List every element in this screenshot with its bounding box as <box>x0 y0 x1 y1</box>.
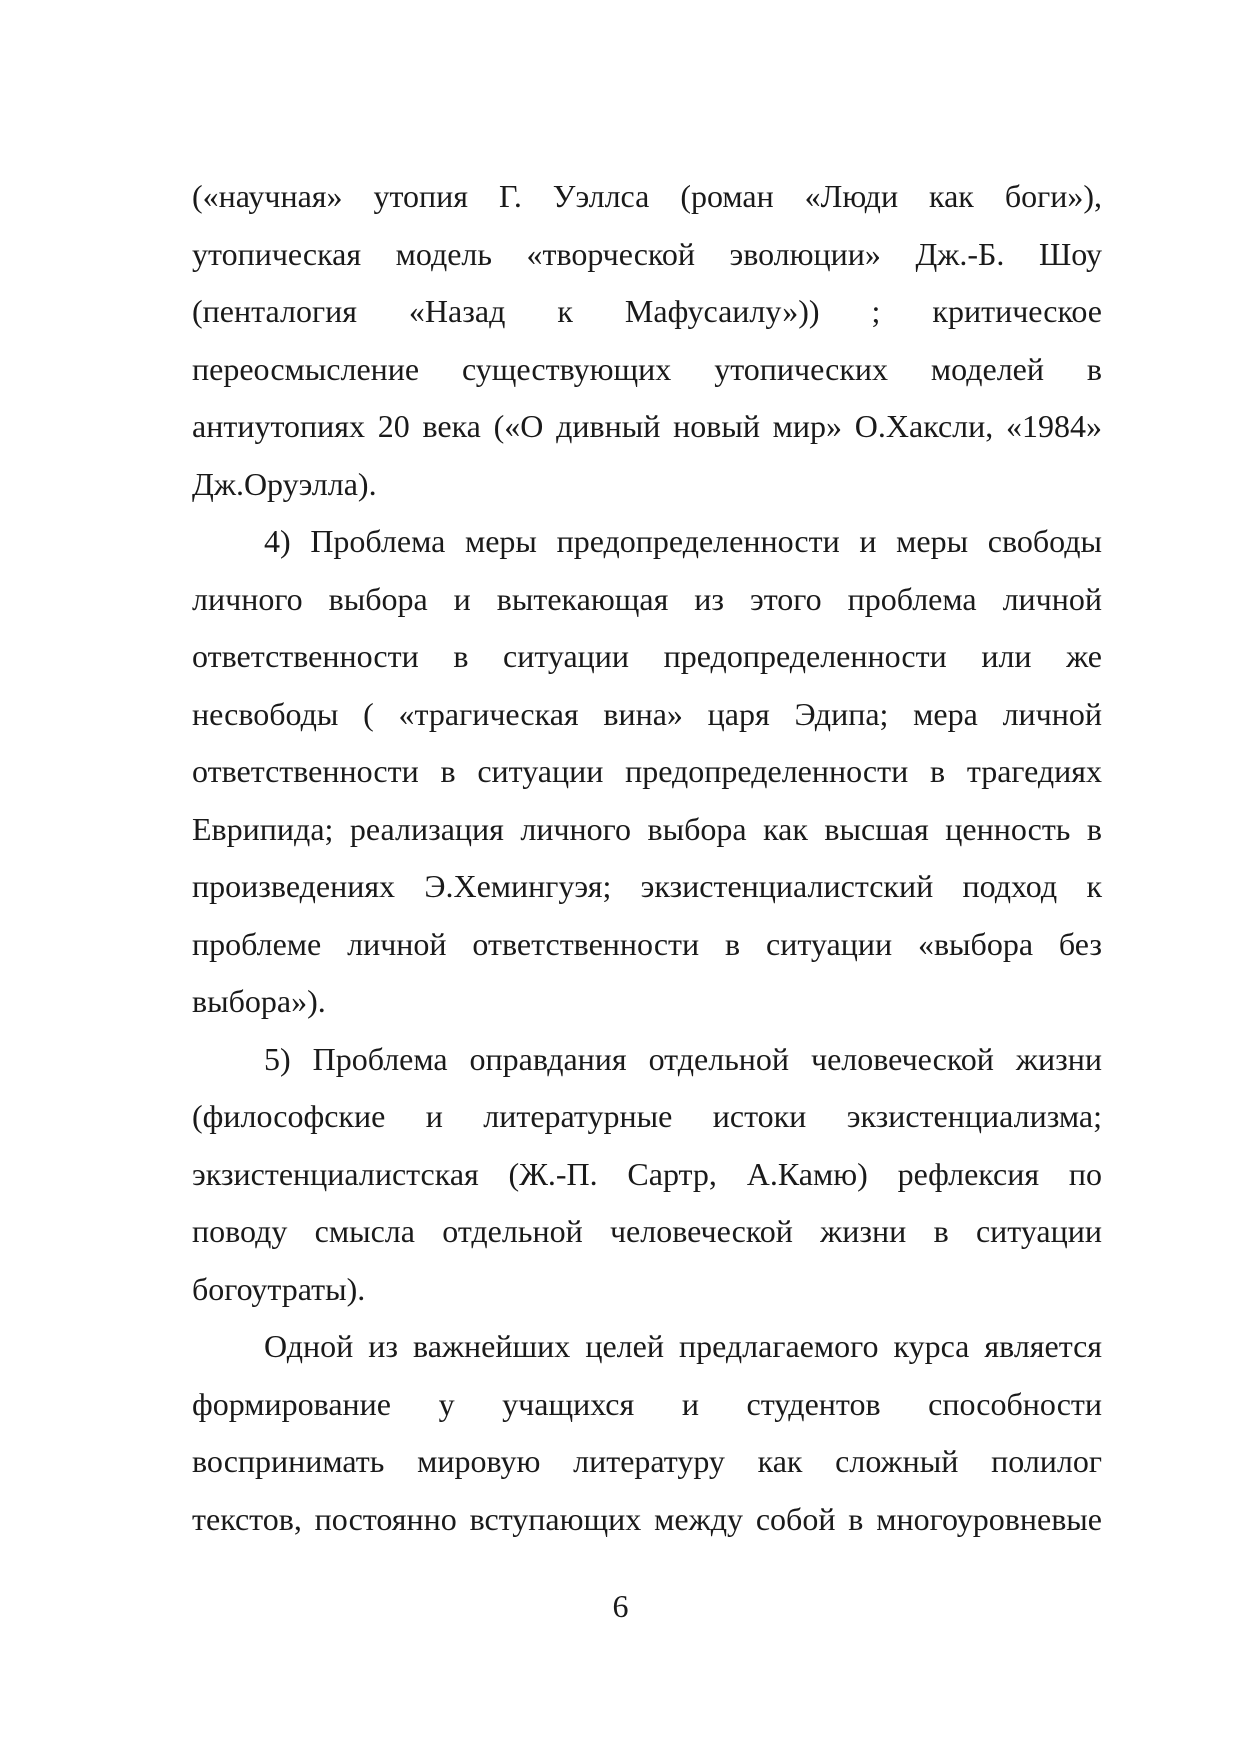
text-line: (философские и литературные истоки экзистенциализма; <box>192 1098 1102 1134</box>
text-line: («научная» утопия Г. Уэллса (роман «Люди как боги»), <box>192 178 1102 214</box>
text-line: антиутопиях 20 века («О дивный новый мир» О.Хаксли, «1984» <box>192 408 1102 444</box>
text-line: Еврипида; реализация личного выбора как высшая ценность в <box>192 810 1102 847</box>
text-line: текстов, постоянно вступающих между собой в многоуровневые <box>192 1500 1102 1537</box>
text-line: экзистенциалистская (Ж.-П. Сартр, А.Камю) рефлексия по <box>192 1155 1102 1192</box>
text-line: личного выбора и вытекающая из этого проблема личной <box>192 580 1102 617</box>
text-line: утопическая модель «творческой эволюции» Дж.-Б. Шоу <box>192 235 1102 272</box>
text-line: ответственности в ситуации предопределенности в трагедиях <box>192 753 1102 789</box>
text-line: Одной из важнейших целей предлагаемого курса является <box>264 1328 1102 1364</box>
text-line: богоутраты). <box>192 1270 366 1307</box>
text-line: выбора»). <box>192 983 326 1019</box>
text-line: переосмысление существующих утопических моделей в <box>192 350 1102 387</box>
text-line: (пенталогия «Назад к Мафусаилу»)) ; критическое <box>192 293 1102 329</box>
text-line: произведениях Э.Хемингуэя; экзистенциалистский подход к <box>192 868 1102 904</box>
text-line: 5) Проблема оправдания отдельной человеческой жизни <box>264 1040 1102 1077</box>
text-line: формирование у учащихся и студентов способности <box>192 1385 1102 1422</box>
page-number: 6 <box>612 1588 629 1624</box>
text-line: воспринимать мировую литературу как сложный полилог <box>192 1443 1102 1479</box>
body-text <box>192 168 1102 1548</box>
text-line: 4) Проблема меры предопределенности и меры свободы <box>264 523 1102 559</box>
text-line: поводу смысла отдельной человеческой жизни в ситуации <box>192 1213 1102 1249</box>
text-line: проблеме личной ответственности в ситуации «выбора без <box>192 925 1102 962</box>
text-line: несвободы ( «трагическая вина» царя Эдипа; мера личной <box>192 695 1102 732</box>
text-line: ответственности в ситуации предопределенности или же <box>192 638 1102 674</box>
text-line: Дж.Оруэлла). <box>192 465 377 502</box>
